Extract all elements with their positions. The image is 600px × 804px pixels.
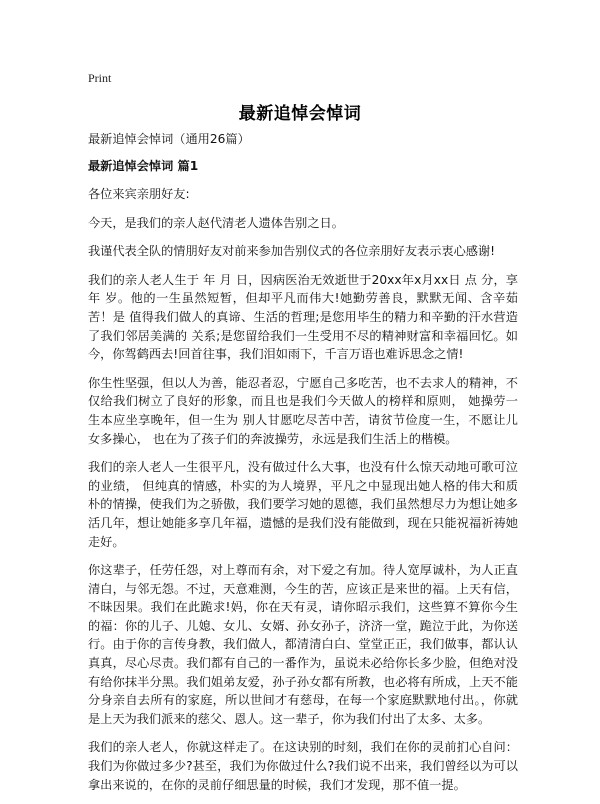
- paragraph: 我们的亲人老人一生很平凡，没有做过什么大事，也没有什么惊天动地可歌可泣的业绩， 但纯真的情感，朴实的为人境界，平凡之中显现出她人格的伟大和质朴的情操，使我们为之骄傲，我们要学习她的恩德，我们虽然想尽力为想让她多活几年，想让她能多享几年福，遗憾的是我们没有能做到，现在只能祝福祈祷她走好。: [88, 460, 518, 549]
- document-subtitle: 最新追悼会悼词（通用26篇）: [88, 132, 250, 146]
- paragraph: 我谨代表全队的情朋好友对前来参加告别仪式的各位亲朋好友表示衷心感谢!: [88, 244, 496, 259]
- document-title: 最新追悼会悼词: [238, 104, 362, 124]
- section-heading: 最新追悼会悼词 篇1: [88, 159, 199, 173]
- paragraph: 你这辈子，任劳任怨，对上尊而有余，对下爱之有加。待人宽厚诚朴，为人正直清白，与邻无怨。不过，天意难测，今生的苦，应该正是来世的福。上天有信，不昧因果。我们在此跪求!妈，你在天有灵，请你昭示我们，这些算不算你今生的福：你的儿子、儿媳、女儿、女婿、孙女孙子，济济一堂，跪泣于此，为你送行。由于你的言传身教，我们做人，都清清白白、堂堂正正，我们做事，都认认真真，尽心尽责。我们都有自己的一番作为，虽说未必给你长多少脸，但绝对没有给你抹半分黑。我们姐弟友爱，孙子孙女都有所教，也必将有所成，上天不能分身亲自去所有的家庭，所以世间才有慈母，在每一个家庭默默地付出。，你就是上天为我们派来的慈父、恩人。这一辈子，你为我们付出了太多、太多。: [88, 563, 518, 726]
- paragraph: 你生性坚强，但以人为善，能忍者忍，宁愿自己多吃苦，也不去求人的精神，不仅给我们树立了良好的形象，而且也是我们今天做人的榜样和原则， 她操劳一生本应坐享晚年，但一生为 别人甘愿吃尽苦中苦，请贫节俭度一生，不愿让儿女多操心， 也在为了孩子们的奔波操劳，永远是我们生活上的楷模。: [88, 375, 518, 446]
- document-body: [88, 130, 518, 804]
- paragraph: 我们的亲人老人生于 年 月 日，因病医治无效逝世于20xx年x月xx日 点 分，享年 岁。他的一生虽然短暂，但却平凡而伟大!她勤劳善良，默默无闻、含辛茹苦！是 值得我们做人的真谛、生活的哲理;是您用毕生的精力和辛勤的汗水营造了我们邻居美满的 关系;是您留给我们一生受用不尽的精神财富和幸福回忆。如今，你驾鹤西去!回首往事，我们泪如雨下，千言万语也难诉思念之情!: [88, 272, 518, 362]
- paragraph: 我们的亲人老人，你就这样走了。在这诀别的时刻，我们在你的灵前扪心自问：我们为你做过多少?甚至，我们为你做过什么?我们说不出来，我们曾经以为可以拿出来说的，在你的灵前仔细思量的时候，我们才发现，那不值一提。: [88, 740, 518, 792]
- paragraph-greeting: 各位来宾亲朋好友:: [88, 187, 190, 201]
- paragraph: 今天，是我们的亲人赵代清老人遗体告别之日。: [88, 215, 344, 230]
- print-label: Print: [88, 71, 112, 85]
